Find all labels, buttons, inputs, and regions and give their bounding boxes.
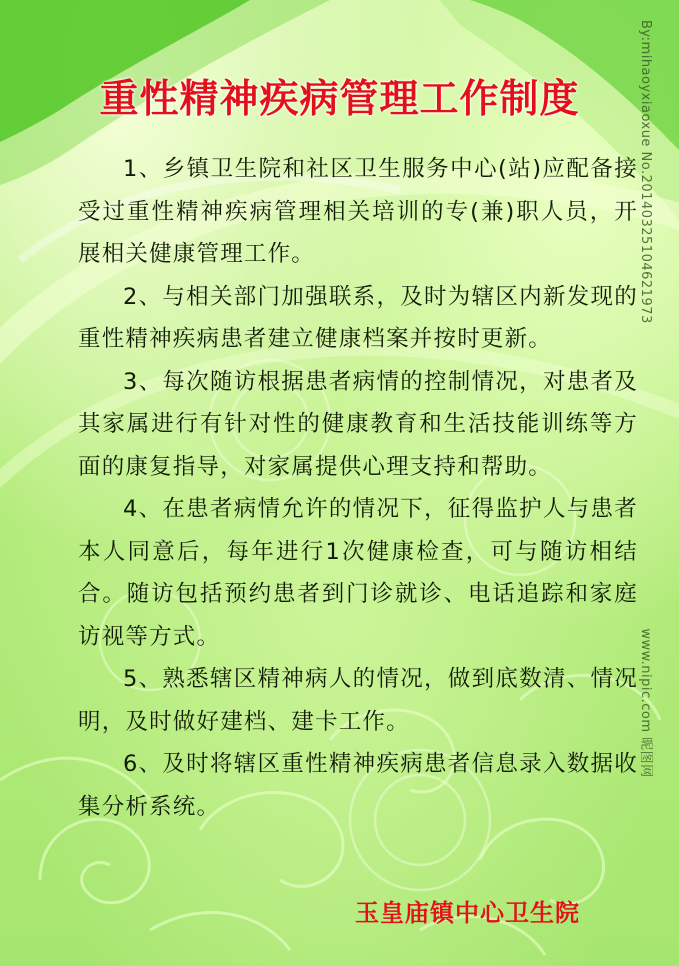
watermark-id: By:mihaoyxiaoxue No.20140325104621973 [638,20,653,324]
list-item: 1、乡镇卫生院和社区卫生服务中心(站)应配备接受过重性精神疾病管理相关培训的专(兼)职人员，开展相关健康管理工作。 [78,156,638,267]
side-watermark [638,20,657,940]
list-item: 4、在患者病情允许的情况下，征得监护人与患者本人同意后，每年进行1次健康检查，可与随访相结合。随访包括预约患者到门诊就诊、电话追踪和家庭访视等方式。 [78,496,638,650]
list-item: 6、及时将辖区重性精神疾病患者信息录入数据收集分析系统。 [78,751,638,820]
page-title: 重性精神疾病管理工作制度 [99,77,580,122]
watermark-mark: 昵图网 [638,737,653,778]
watermark-site: www.nipic.com [638,628,653,733]
regulation-list [78,148,638,828]
list-item: 5、熟悉辖区精神病人的情况，做到底数清、情况明，及时做好建档、建卡工作。 [78,666,638,735]
organization-signature: 玉皇庙镇中心卫生院 [355,898,580,927]
list-item: 2、与相关部门加强联系，及时为辖区内新发现的重性精神疾病患者建立健康档案并按时更新。 [78,283,638,352]
list-item: 3、每次随访根据患者病情的控制情况，对患者及其家属进行有针对性的健康教育和生活技能训练等方面的康复指导，对家属提供心理支持和帮助。 [78,368,638,480]
